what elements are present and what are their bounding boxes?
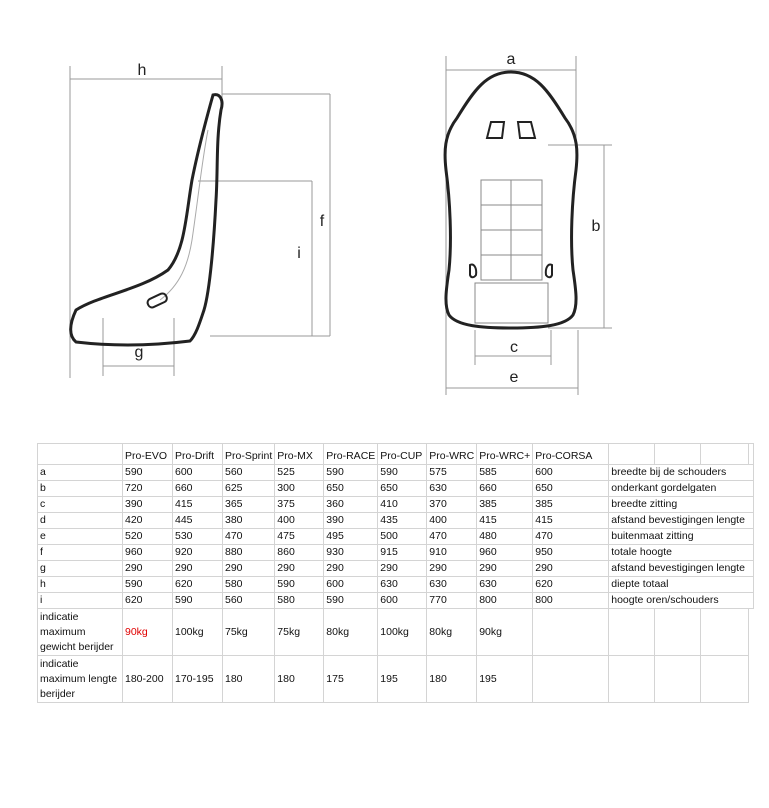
table-row xyxy=(38,529,754,545)
value-cell: 800 xyxy=(477,593,533,609)
value-cell: 290 xyxy=(378,561,427,577)
value-cell: 480 xyxy=(477,529,533,545)
value-cell: 590 xyxy=(123,577,173,593)
value-cell: 180 xyxy=(275,656,324,703)
value-cell: 600 xyxy=(533,465,609,481)
table-row xyxy=(38,545,754,561)
value-cell: 290 xyxy=(223,561,275,577)
value-cell: 620 xyxy=(123,593,173,609)
value-cell: 660 xyxy=(477,481,533,497)
blank-cell xyxy=(533,609,609,656)
value-cell: 720 xyxy=(123,481,173,497)
table-row xyxy=(38,481,754,497)
value-cell: 400 xyxy=(427,513,477,529)
table-header-row xyxy=(38,444,754,465)
value-cell: 370 xyxy=(427,497,477,513)
seat-side-view xyxy=(71,95,222,345)
dim-label-g: g xyxy=(134,344,144,361)
value-cell: 590 xyxy=(324,465,378,481)
value-cell: 290 xyxy=(123,561,173,577)
value-cell: 290 xyxy=(533,561,609,577)
value-cell: 300 xyxy=(275,481,324,497)
value-cell: 880 xyxy=(223,545,275,561)
value-cell: 520 xyxy=(123,529,173,545)
table-row xyxy=(38,497,754,513)
value-cell: 590 xyxy=(173,593,223,609)
value-cell: 560 xyxy=(223,465,275,481)
value-cell: 75kg xyxy=(223,609,275,656)
value-cell: 585 xyxy=(477,465,533,481)
dim-label-e: e xyxy=(509,369,519,386)
value-cell: 580 xyxy=(223,577,275,593)
value-cell: 175 xyxy=(324,656,378,703)
value-cell: 470 xyxy=(427,529,477,545)
value-cell: 560 xyxy=(223,593,275,609)
model-header: Pro-Drift xyxy=(173,444,223,465)
value-cell: 400 xyxy=(275,513,324,529)
value-cell: 380 xyxy=(223,513,275,529)
value-cell: 290 xyxy=(173,561,223,577)
value-cell: 770 xyxy=(427,593,477,609)
value-cell: 960 xyxy=(123,545,173,561)
value-cell: 590 xyxy=(378,465,427,481)
value-cell: 525 xyxy=(275,465,324,481)
blank-cell xyxy=(655,656,701,703)
value-cell: 375 xyxy=(275,497,324,513)
value-cell: 475 xyxy=(275,529,324,545)
model-header: Pro-Sprint xyxy=(223,444,275,465)
dim-label-b: b xyxy=(591,218,601,235)
model-header: Pro-RACE xyxy=(324,444,378,465)
description-cell: breedte zitting xyxy=(609,497,754,513)
value-cell: 415 xyxy=(477,513,533,529)
length-row xyxy=(38,656,754,703)
header-blank-cell xyxy=(655,444,701,465)
value-cell: 470 xyxy=(533,529,609,545)
value-cell: 650 xyxy=(324,481,378,497)
blank-cell xyxy=(533,656,609,703)
value-cell: 630 xyxy=(427,577,477,593)
value-cell: 90kg xyxy=(477,609,533,656)
row-label-cell: indicatie maximum lengte berijder xyxy=(38,656,123,703)
header-blank-cell xyxy=(609,444,655,465)
table-row xyxy=(38,561,754,577)
value-cell: 630 xyxy=(477,577,533,593)
value-cell: 930 xyxy=(324,545,378,561)
dimension-key-cell: e xyxy=(38,529,123,545)
value-cell: 920 xyxy=(173,545,223,561)
value-cell: 590 xyxy=(275,577,324,593)
dimension-key-cell: b xyxy=(38,481,123,497)
value-cell: 500 xyxy=(378,529,427,545)
value-cell: 290 xyxy=(324,561,378,577)
value-cell: 950 xyxy=(533,545,609,561)
description-cell: totale hoogte xyxy=(609,545,754,561)
value-cell: 590 xyxy=(123,465,173,481)
dimension-key-cell: i xyxy=(38,593,123,609)
dim-label-i: i xyxy=(297,245,301,262)
value-cell: 385 xyxy=(477,497,533,513)
description-cell: onderkant gordelgaten xyxy=(609,481,754,497)
dimension-key-cell: f xyxy=(38,545,123,561)
value-cell: 800 xyxy=(533,593,609,609)
blank-cell xyxy=(609,656,655,703)
dim-label-a: a xyxy=(506,51,516,68)
blank-cell xyxy=(701,656,749,703)
dimension-key-cell: c xyxy=(38,497,123,513)
value-cell: 660 xyxy=(173,481,223,497)
dimension-key-cell: d xyxy=(38,513,123,529)
model-header: Pro-EVO xyxy=(123,444,173,465)
value-cell: 590 xyxy=(324,593,378,609)
header-blank-cell xyxy=(749,444,754,465)
description-cell: buitenmaat zitting xyxy=(609,529,754,545)
row-label-cell: indicatie maximum gewicht berijder xyxy=(38,609,123,656)
value-cell: 100kg xyxy=(173,609,223,656)
description-cell: diepte totaal xyxy=(609,577,754,593)
value-cell: 435 xyxy=(378,513,427,529)
value-cell: 180 xyxy=(223,656,275,703)
value-cell: 390 xyxy=(123,497,173,513)
value-cell: 100kg xyxy=(378,609,427,656)
value-cell: 75kg xyxy=(275,609,324,656)
value-cell: 470 xyxy=(223,529,275,545)
dim-label-h: h xyxy=(137,62,147,79)
description-cell: breedte bij de schouders xyxy=(609,465,754,481)
value-cell: 290 xyxy=(275,561,324,577)
value-cell: 620 xyxy=(533,577,609,593)
value-cell: 600 xyxy=(173,465,223,481)
blank-cell xyxy=(609,609,655,656)
value-cell: 650 xyxy=(378,481,427,497)
value-cell: 960 xyxy=(477,545,533,561)
value-cell: 620 xyxy=(173,577,223,593)
value-cell: 600 xyxy=(324,577,378,593)
model-header: Pro-WRC xyxy=(427,444,477,465)
value-cell: 170-195 xyxy=(173,656,223,703)
value-cell: 410 xyxy=(378,497,427,513)
value-cell: 445 xyxy=(173,513,223,529)
table-row xyxy=(38,513,754,529)
description-cell: afstand bevestigingen lengte xyxy=(609,513,754,529)
value-cell: 630 xyxy=(427,481,477,497)
model-header: Pro-CORSA xyxy=(533,444,609,465)
value-cell: 365 xyxy=(223,497,275,513)
dim-label-f: f xyxy=(319,213,325,230)
value-cell: 90kg xyxy=(123,609,173,656)
blank-cell xyxy=(701,609,749,656)
weight-row xyxy=(38,609,754,656)
value-cell: 910 xyxy=(427,545,477,561)
value-cell: 600 xyxy=(378,593,427,609)
dimension-key-cell: a xyxy=(38,465,123,481)
value-cell: 415 xyxy=(533,513,609,529)
value-cell: 195 xyxy=(477,656,533,703)
value-cell: 180 xyxy=(427,656,477,703)
value-cell: 650 xyxy=(533,481,609,497)
spec-table xyxy=(37,443,754,703)
header-blank-cell xyxy=(38,444,123,465)
value-cell: 495 xyxy=(324,529,378,545)
dimension-key-cell: g xyxy=(38,561,123,577)
description-cell: hoogte oren/schouders xyxy=(609,593,754,609)
value-cell: 415 xyxy=(173,497,223,513)
value-cell: 180-200 xyxy=(123,656,173,703)
table-row xyxy=(38,465,754,481)
value-cell: 290 xyxy=(477,561,533,577)
value-cell: 575 xyxy=(427,465,477,481)
value-cell: 530 xyxy=(173,529,223,545)
value-cell: 80kg xyxy=(324,609,378,656)
value-cell: 625 xyxy=(223,481,275,497)
value-cell: 390 xyxy=(324,513,378,529)
value-cell: 420 xyxy=(123,513,173,529)
model-header: Pro-CUP xyxy=(378,444,427,465)
model-header: Pro-MX xyxy=(275,444,324,465)
value-cell: 290 xyxy=(427,561,477,577)
model-header: Pro-WRC+ xyxy=(477,444,533,465)
table-row xyxy=(38,577,754,593)
value-cell: 915 xyxy=(378,545,427,561)
value-cell: 385 xyxy=(533,497,609,513)
header-blank-cell xyxy=(701,444,749,465)
value-cell: 580 xyxy=(275,593,324,609)
value-cell: 80kg xyxy=(427,609,477,656)
value-cell: 195 xyxy=(378,656,427,703)
dimension-key-cell: h xyxy=(38,577,123,593)
table-row xyxy=(38,593,754,609)
blank-cell xyxy=(655,609,701,656)
description-cell: afstand bevestigingen lengte xyxy=(609,561,754,577)
value-cell: 630 xyxy=(378,577,427,593)
dim-label-c: c xyxy=(510,339,518,356)
value-cell: 360 xyxy=(324,497,378,513)
value-cell: 860 xyxy=(275,545,324,561)
seat-front-view xyxy=(445,72,577,328)
